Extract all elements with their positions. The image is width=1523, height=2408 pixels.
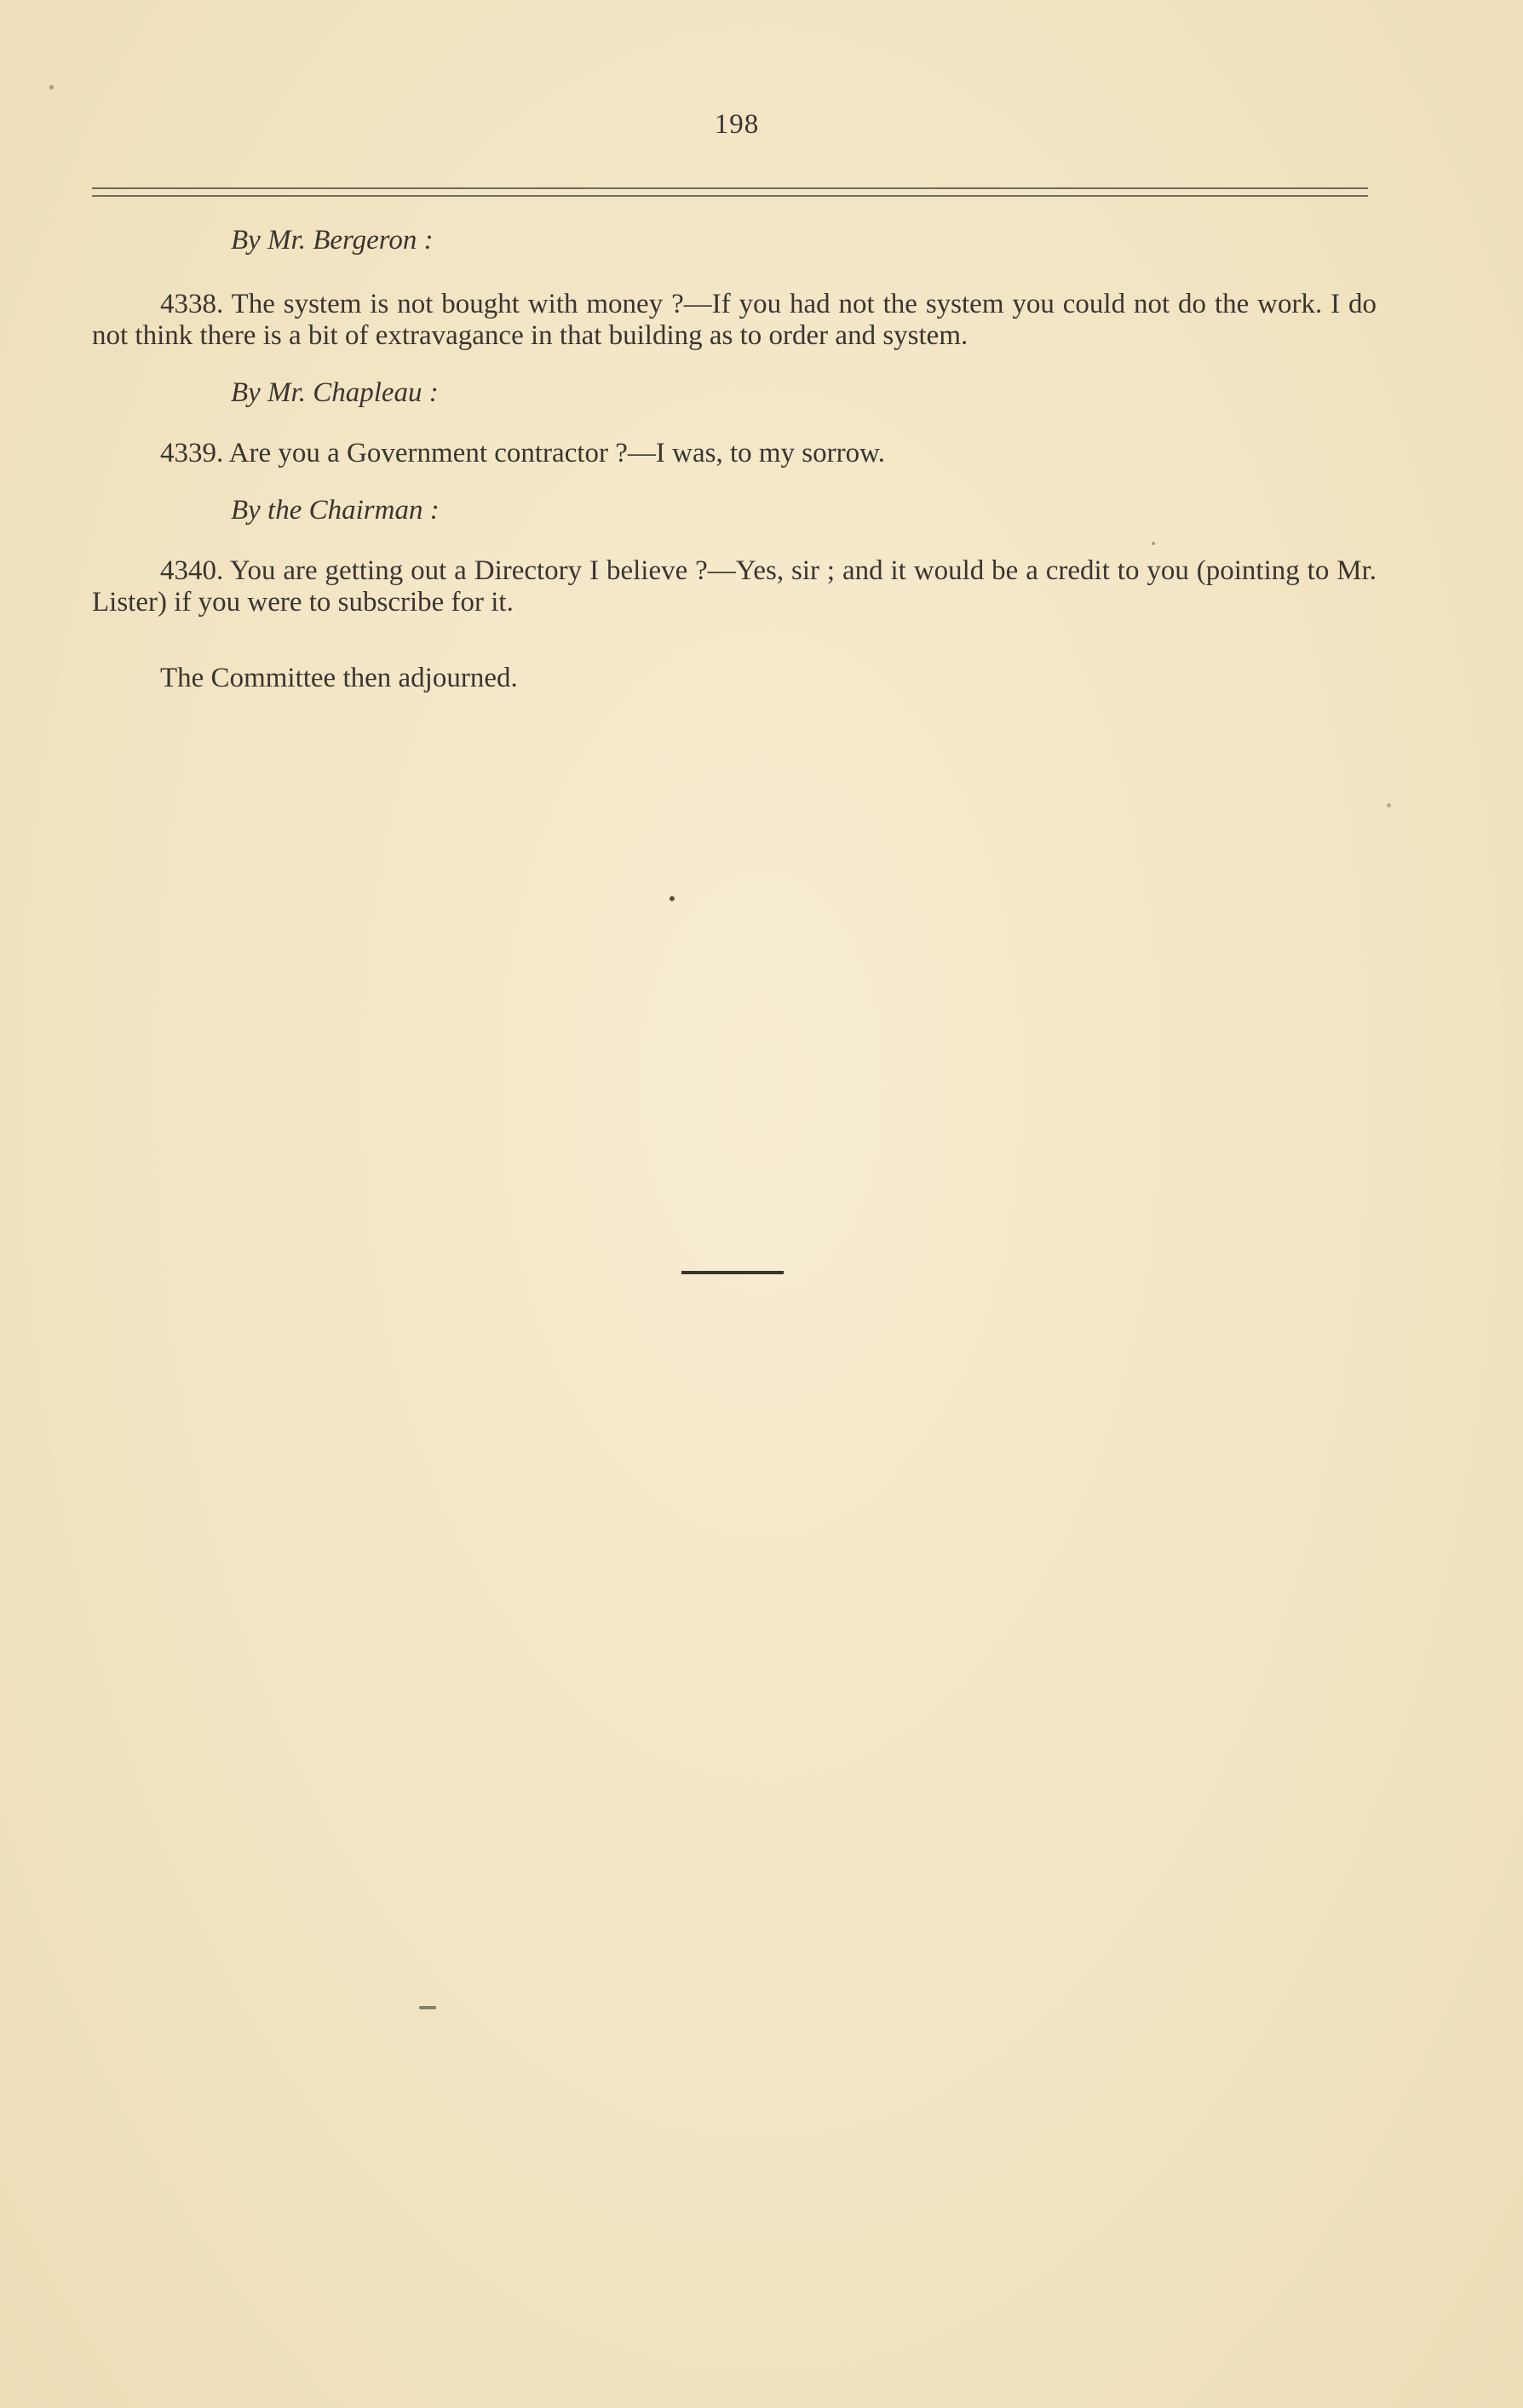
page-number: 198	[714, 109, 760, 140]
testimony-paragraph-4338: 4338. The system is not bought with money ?—If you had not the system you could not do the work. I do not think there is a bit of extravagance in that building as to order and system.	[92, 289, 1376, 351]
closing-statement: The Committee then adjourned.	[160, 663, 518, 693]
paper-speck	[670, 896, 675, 901]
paper-speck	[1152, 542, 1155, 545]
testimony-paragraph-4339: 4339. Are you a Government contractor ?—I was, to my sorrow.	[160, 438, 886, 468]
paper-speck	[49, 85, 54, 89]
header-rule-bottom	[92, 195, 1368, 197]
speaker-heading-bergeron: By Mr. Bergeron :	[231, 225, 434, 256]
testimony-paragraph-4340: 4340. You are getting out a Directory I believe ?—Yes, sir ; and it would be a credit to you (pointing to Mr. Lister) if you were to subscribe for it.	[92, 555, 1376, 618]
paper-speck	[419, 2006, 436, 2009]
end-rule	[681, 1271, 784, 1274]
speaker-heading-chapleau: By Mr. Chapleau :	[231, 377, 439, 408]
paper-speck	[1387, 803, 1391, 807]
header-rule-top	[92, 187, 1368, 189]
testimony-body	[92, 225, 1376, 694]
speaker-heading-chairman: By the Chairman :	[231, 495, 440, 526]
